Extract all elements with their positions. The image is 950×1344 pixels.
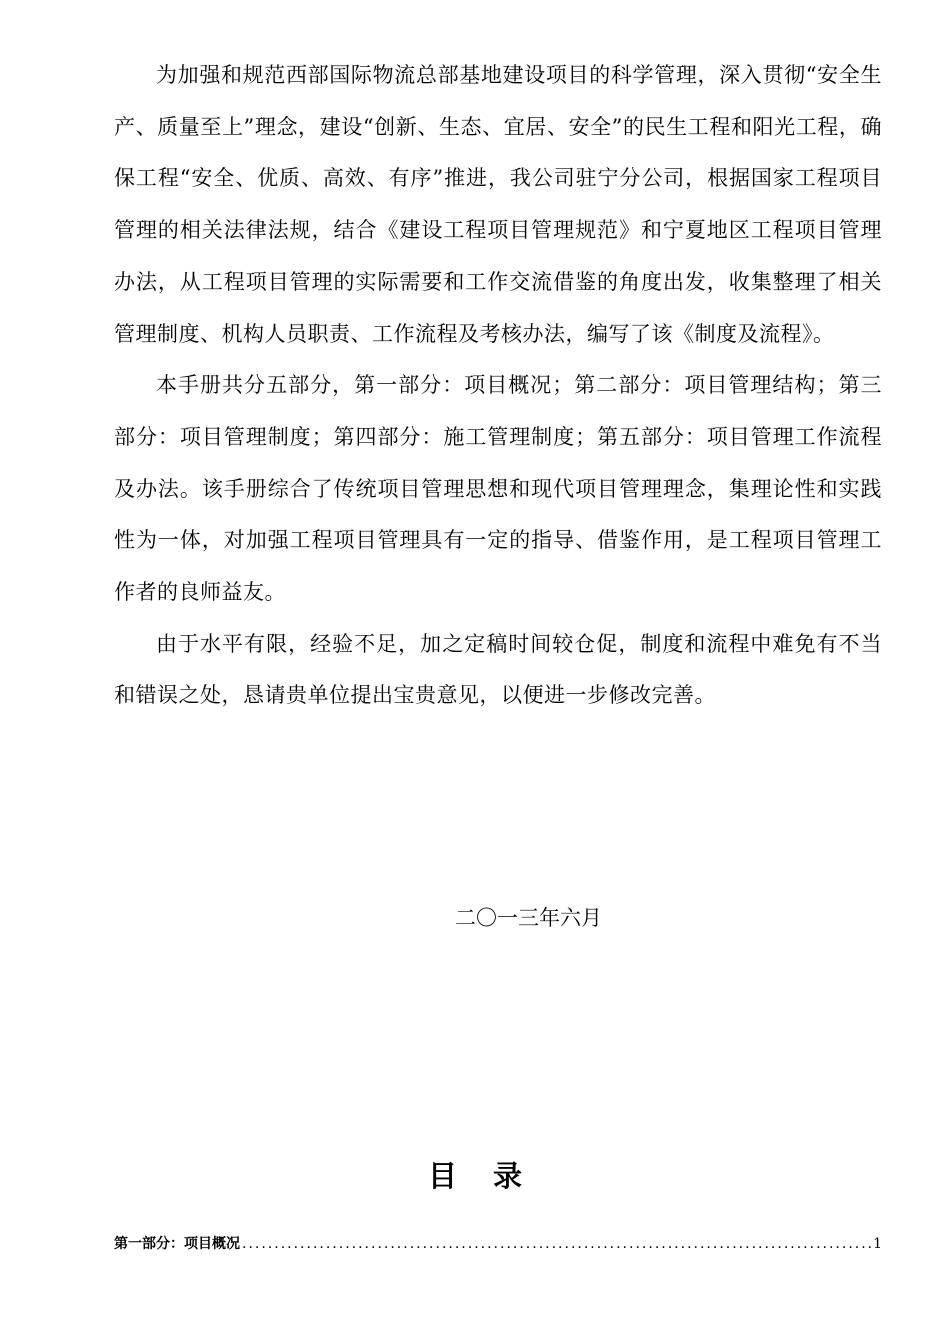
preface-paragraph-2: 本手册共分五部分，第一部分：项目概况；第二部分：项目管理结构；第三部分：项目管理制度；第四部分：施工管理制度；第五部分：项目管理工作流程及办法。该手册综合了传统项目管理思想和现代项目管理理念，集理论性和实践性为一体，对加强工程项目管理具有一定的指导、借鉴作用，是工程项目管理工作者的良师益友。 bbox=[114, 373, 882, 605]
preface-paragraph-1: 为加强和规范西部国际物流总部基地建设项目的科学管理，深入贯彻“安全生产、质量至上”理念，建设“创新、生态、宜居、安全”的民生工程和阳光工程，确保工程“安全、优质、高效、有序”推进，我公司驻宁分公司，根据国家工程项目管理的相关法律法规，结合《建设工程项目管理规范》和宁夏地区工程项目管理办法，从工程项目管理的实际需要和工作交流借鉴的角度出发，收集整理了相关管理制度、机构人员职责、工作流程及考核办法，编写了该《制度及流程》。 bbox=[114, 63, 882, 346]
toc-entry-label: 第一部分：项目概况 bbox=[114, 1236, 240, 1252]
preface-body bbox=[114, 50, 882, 722]
toc-entry-page-number: 1 bbox=[873, 1236, 882, 1252]
toc-entry-part-1[interactable] bbox=[114, 1234, 882, 1254]
toc-dot-leader bbox=[242, 1234, 871, 1254]
preface-paragraph-3: 由于水平有限，经验不足，加之定稿时间较仓促，制度和流程中难免有不当和错误之处，恳请贵单位提出宝贵意见，以便进一步修改完善。 bbox=[114, 631, 882, 708]
preface-date: 二〇一三年六月 bbox=[455, 906, 602, 930]
toc-title: 目录 bbox=[427, 1159, 558, 1193]
